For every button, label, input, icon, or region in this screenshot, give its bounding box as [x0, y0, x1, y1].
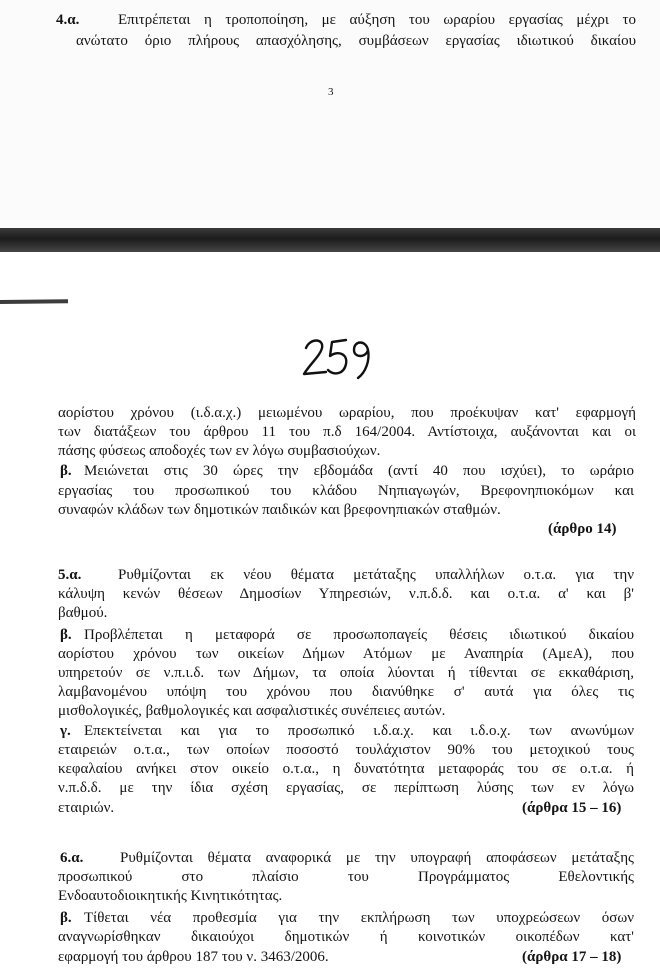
handwritten-page-number [300, 332, 380, 387]
item-5c-line-3: κεφαλαίου ανήκει στον οικείο ο.τ.α., η δυνατότητα μεταφοράς του σε ο.τ.α. ή [58, 761, 634, 777]
item-4-cont-line-1: αορίστου χρόνου (ι.δ.α.χ.) μειωμένου ωραρίου, που προέκυψαν κατ' εφαρμογή [58, 405, 636, 421]
item-5b-line-3: υπηρετούν σε ν.π.ι.δ. των Δήμων, τα οποία λύονται ή τίθενται σε εκκαθάριση, [58, 665, 634, 681]
item-4-cont-line-2: των διατάξεων του άρθρου 11 του π.δ 164/2004. Αντίστοιχα, αυξάνονται και οι [58, 424, 636, 440]
item-6a-line-1: Ρυθμίζονται θέματα αναφορικά με την υπογραφή αποφάσεων μετάταξης [120, 850, 634, 866]
item-6b-line-1: Τίθεται νέα προθεσμία για την εκπλήρωση των υποχρεώσεων όσων [84, 910, 634, 926]
item-5b-line-2: αορίστου χρόνου των οικείων Δήμων Ατόμων με Αναπηρία (ΑμεΑ), που [58, 646, 634, 662]
item-5a-line-2: κάλυψη κενών θέσεων Δημοσίων Υπηρεσιών, ν.π.δ.δ. και ο.τ.α. α' και β' [58, 586, 634, 602]
item-4b-line-1: Μειώνεται στις 30 ώρες την εβδομάδα (αντί 40 που ισχύει), το ωράριο [84, 463, 634, 479]
item-4b-line-2: εργασίας του προσωπικού του κλάδου Νηπιαγωγών, Βρεφονηπιοκόμων και [58, 483, 634, 499]
item-6-article-ref: (άρθρα 17 – 18) [522, 949, 622, 965]
item-5b-number: β. [60, 627, 72, 643]
item-5a-line-3: βαθμού. [58, 605, 108, 621]
item-4a-line-2: ανώτατο όριο πλήρους απασχόλησης, συμβάσεων εργασίας ιδιωτικού δικαίου [76, 33, 636, 49]
item-6b-line-2: αναγνωρίσθηκαν δικαιούχοι δημοτικών ή κοινοτικών οικοπέδων κατ' [58, 929, 634, 945]
item-6b-number: β. [60, 910, 72, 926]
page-divider [0, 228, 660, 252]
item-6b-line-3: εφαρμογή του άρθρου 187 του ν. 3463/2006. [58, 949, 329, 965]
item-5c-number: γ. [60, 723, 71, 739]
item-5b-line-4: λαμβανομένου υπόψη του χρόνου που διανύθηκε σ' αυτά για όλες τις [58, 684, 634, 700]
page-edge-mark [0, 299, 68, 304]
item-4b-line-3: συναφών κλάδων των δημοτικών παιδικών και βρεφονηπιακών σταθμών. [58, 502, 501, 518]
item-5c-line-4: ν.π.δ.δ. με την ίδια σχέση εργασίας, σε περίπτωση λύσης των εν λόγω [58, 780, 634, 796]
page-number: 3 [328, 86, 334, 98]
item-5-article-ref: (άρθρα 15 – 16) [522, 800, 622, 816]
item-5b-line-5: μισθολογικές, βαθμολογικές και ασφαλιστικές συνέπειες αυτών. [58, 703, 446, 719]
item-4a-number: 4.α. [56, 12, 80, 28]
item-5c-line-2: εταιρειών ο.τ.α., των οποίων ποσοστό τουλάχιστον 90% του μετοχικού τους [58, 742, 634, 758]
item-4-article-ref: (άρθρο 14) [548, 521, 617, 537]
handwritten-number-drawing [300, 332, 380, 382]
item-5c-line-5: εταιριών. [58, 800, 115, 816]
item-5a-line-1: Ρυθμίζονται εκ νέου θέματα μετάταξης υπαλλήλων ο.τ.α. για την [118, 567, 634, 583]
item-5c-line-1: Επεκτείνεται και για το προσωπικό ι.δ.α.χ. και ι.δ.ο.χ. των ανωνύμων [84, 723, 634, 739]
item-6a-number: 6.α. [60, 850, 84, 866]
item-5a-number: 5.α. [58, 567, 82, 583]
item-4-cont-line-3: πάσης φύσεως αποδοχές των εν λόγω συμβασιούχων. [58, 443, 381, 459]
item-4a-line-1: Επιτρέπεται η τροποποίηση, με αύξηση του ωραρίου εργασίας μέχρι το [118, 12, 636, 28]
item-5b-line-1: Προβλέπεται η μεταφορά σε προσωποπαγείς θέσεις ιδιωτικού δικαίου [84, 627, 634, 643]
item-6a-line-3: Ενδοαυτοδιοικητικής Κινητικότητας. [58, 888, 283, 904]
item-6a-line-2: προσωπικού στο πλαίσιο του Προγράμματος Εθελοντικής [58, 869, 634, 885]
item-4b-number: β. [60, 463, 72, 479]
